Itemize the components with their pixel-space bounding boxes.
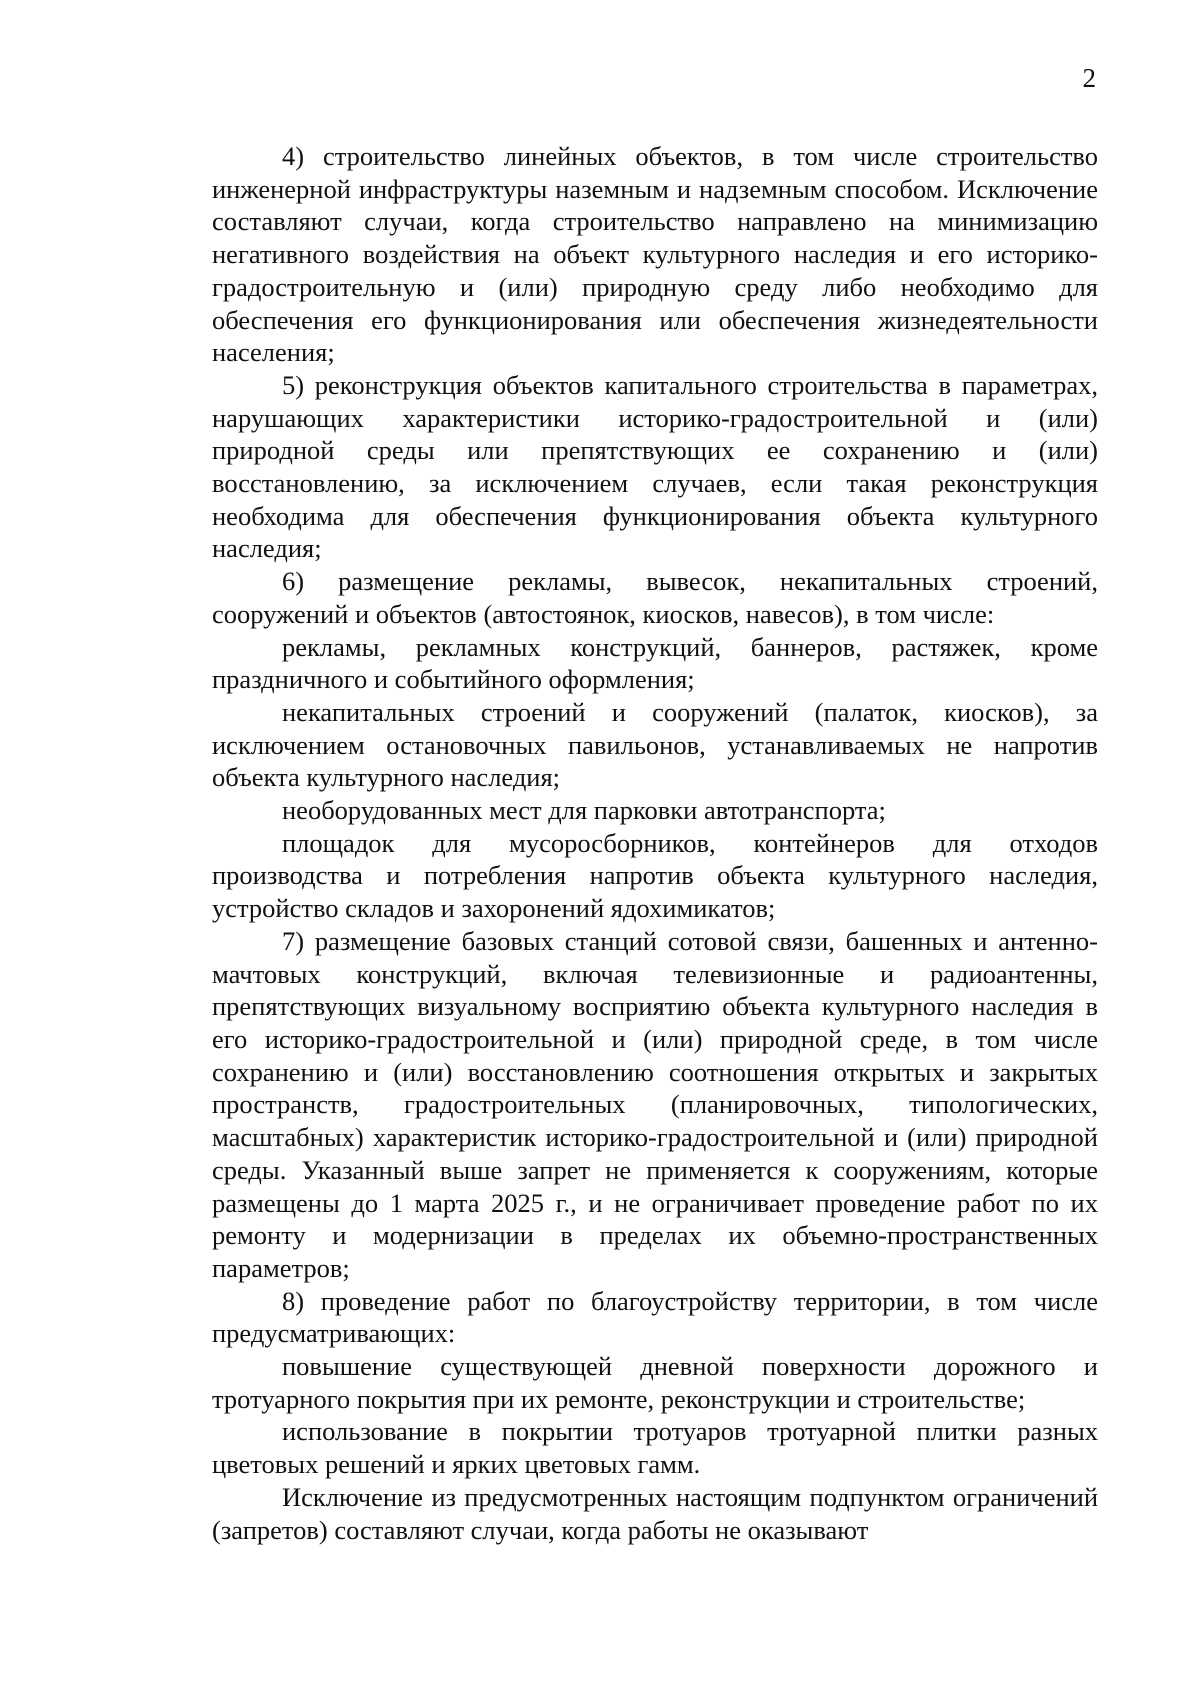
paragraph-parking: необорудованных мест для парковки автотранспорта;: [282, 795, 886, 826]
paragraph-item-6: 6) размещение рекламы, вывесок, некапитальных строений, сооружений и объектов (автостоянок, киосков, навесов), в том числе:: [212, 566, 1098, 629]
document-body: [212, 140, 1098, 1546]
paragraph-item-4: 4) строительство линейных объектов, в том числе строительство инженерной инфраструктуры наземным и надземным способом. Исключение составляют случаи, когда строительство направлено на минимизацию негативного воздействия на объект культурного наследия и его историко-градостроительную и (или) природную среду либо необходимо для обеспечения его функционирования или обеспечения жизнедеятельности населения;: [212, 141, 1098, 368]
paragraph-waste-sites: площадок для мусоросборников, контейнеров для отходов производства и потребления напротив объекта культурного наследия, устройство складов и захоронений ядохимикатов;: [212, 827, 1098, 924]
paragraph-advertising: рекламы, рекламных конструкций, баннеров, растяжек, кроме праздничного и событийного оформления;: [212, 631, 1098, 695]
paragraph-item-7: 7) размещение базовых станций сотовой связи, башенных и антенно-мачтовых конструкций, включая телевизионные и радиоантенны, препятствующих визуальному восприятию объекта культурного наследия в его историко-градостроительной и (или) природной среде, в том числе сохранению и (или) восстановлению соотношения открытых и закрытых пространств, градостроительных (планировочных, типологических, масштабных) характеристик историко-градостроительной и (или) природной среды. Указанный выше запрет не применяется к сооружениям, которые размещены до 1 марта 2025 г., и не ограничивает проведение работ по их ремонту и модернизации в пределах их объемно-пространственных параметров;: [212, 925, 1098, 1283]
paragraph-surface-raising: повышение существующей дневной поверхности дорожного и тротуарного покрытия при их ремонте, реконструкции и строительстве;: [212, 1351, 1098, 1414]
paragraph-exception: Исключение из предусмотренных настоящим подпунктом ограничений (запретов) составляют случаи, когда работы не оказывают: [212, 1481, 1098, 1545]
paragraph-item-5: 5) реконструкция объектов капитального строительства в параметрах, нарушающих характеристики историко-градостроительной и (или) природной среды или препятствующих ее сохранению и (или) восстановлению, за исключением случаев, если такая реконструкция необходима для обеспечения функционирования объекта культурного наследия;: [212, 369, 1098, 564]
paragraph-non-capital-structures: некапитальных строений и сооружений (палаток, киосков), за исключением остановочных павильонов, устанавливаемых не напротив объекта культурного наследия;: [212, 696, 1098, 793]
paragraph-paving-tiles: использование в покрытии тротуаров тротуарной плитки разных цветовых решений и ярких цветовых гамм.: [212, 1416, 1098, 1480]
paragraph-item-8: 8) проведение работ по благоустройству территории, в том числе предусматривающих:: [212, 1285, 1098, 1349]
page-number: 2: [1082, 63, 1096, 93]
